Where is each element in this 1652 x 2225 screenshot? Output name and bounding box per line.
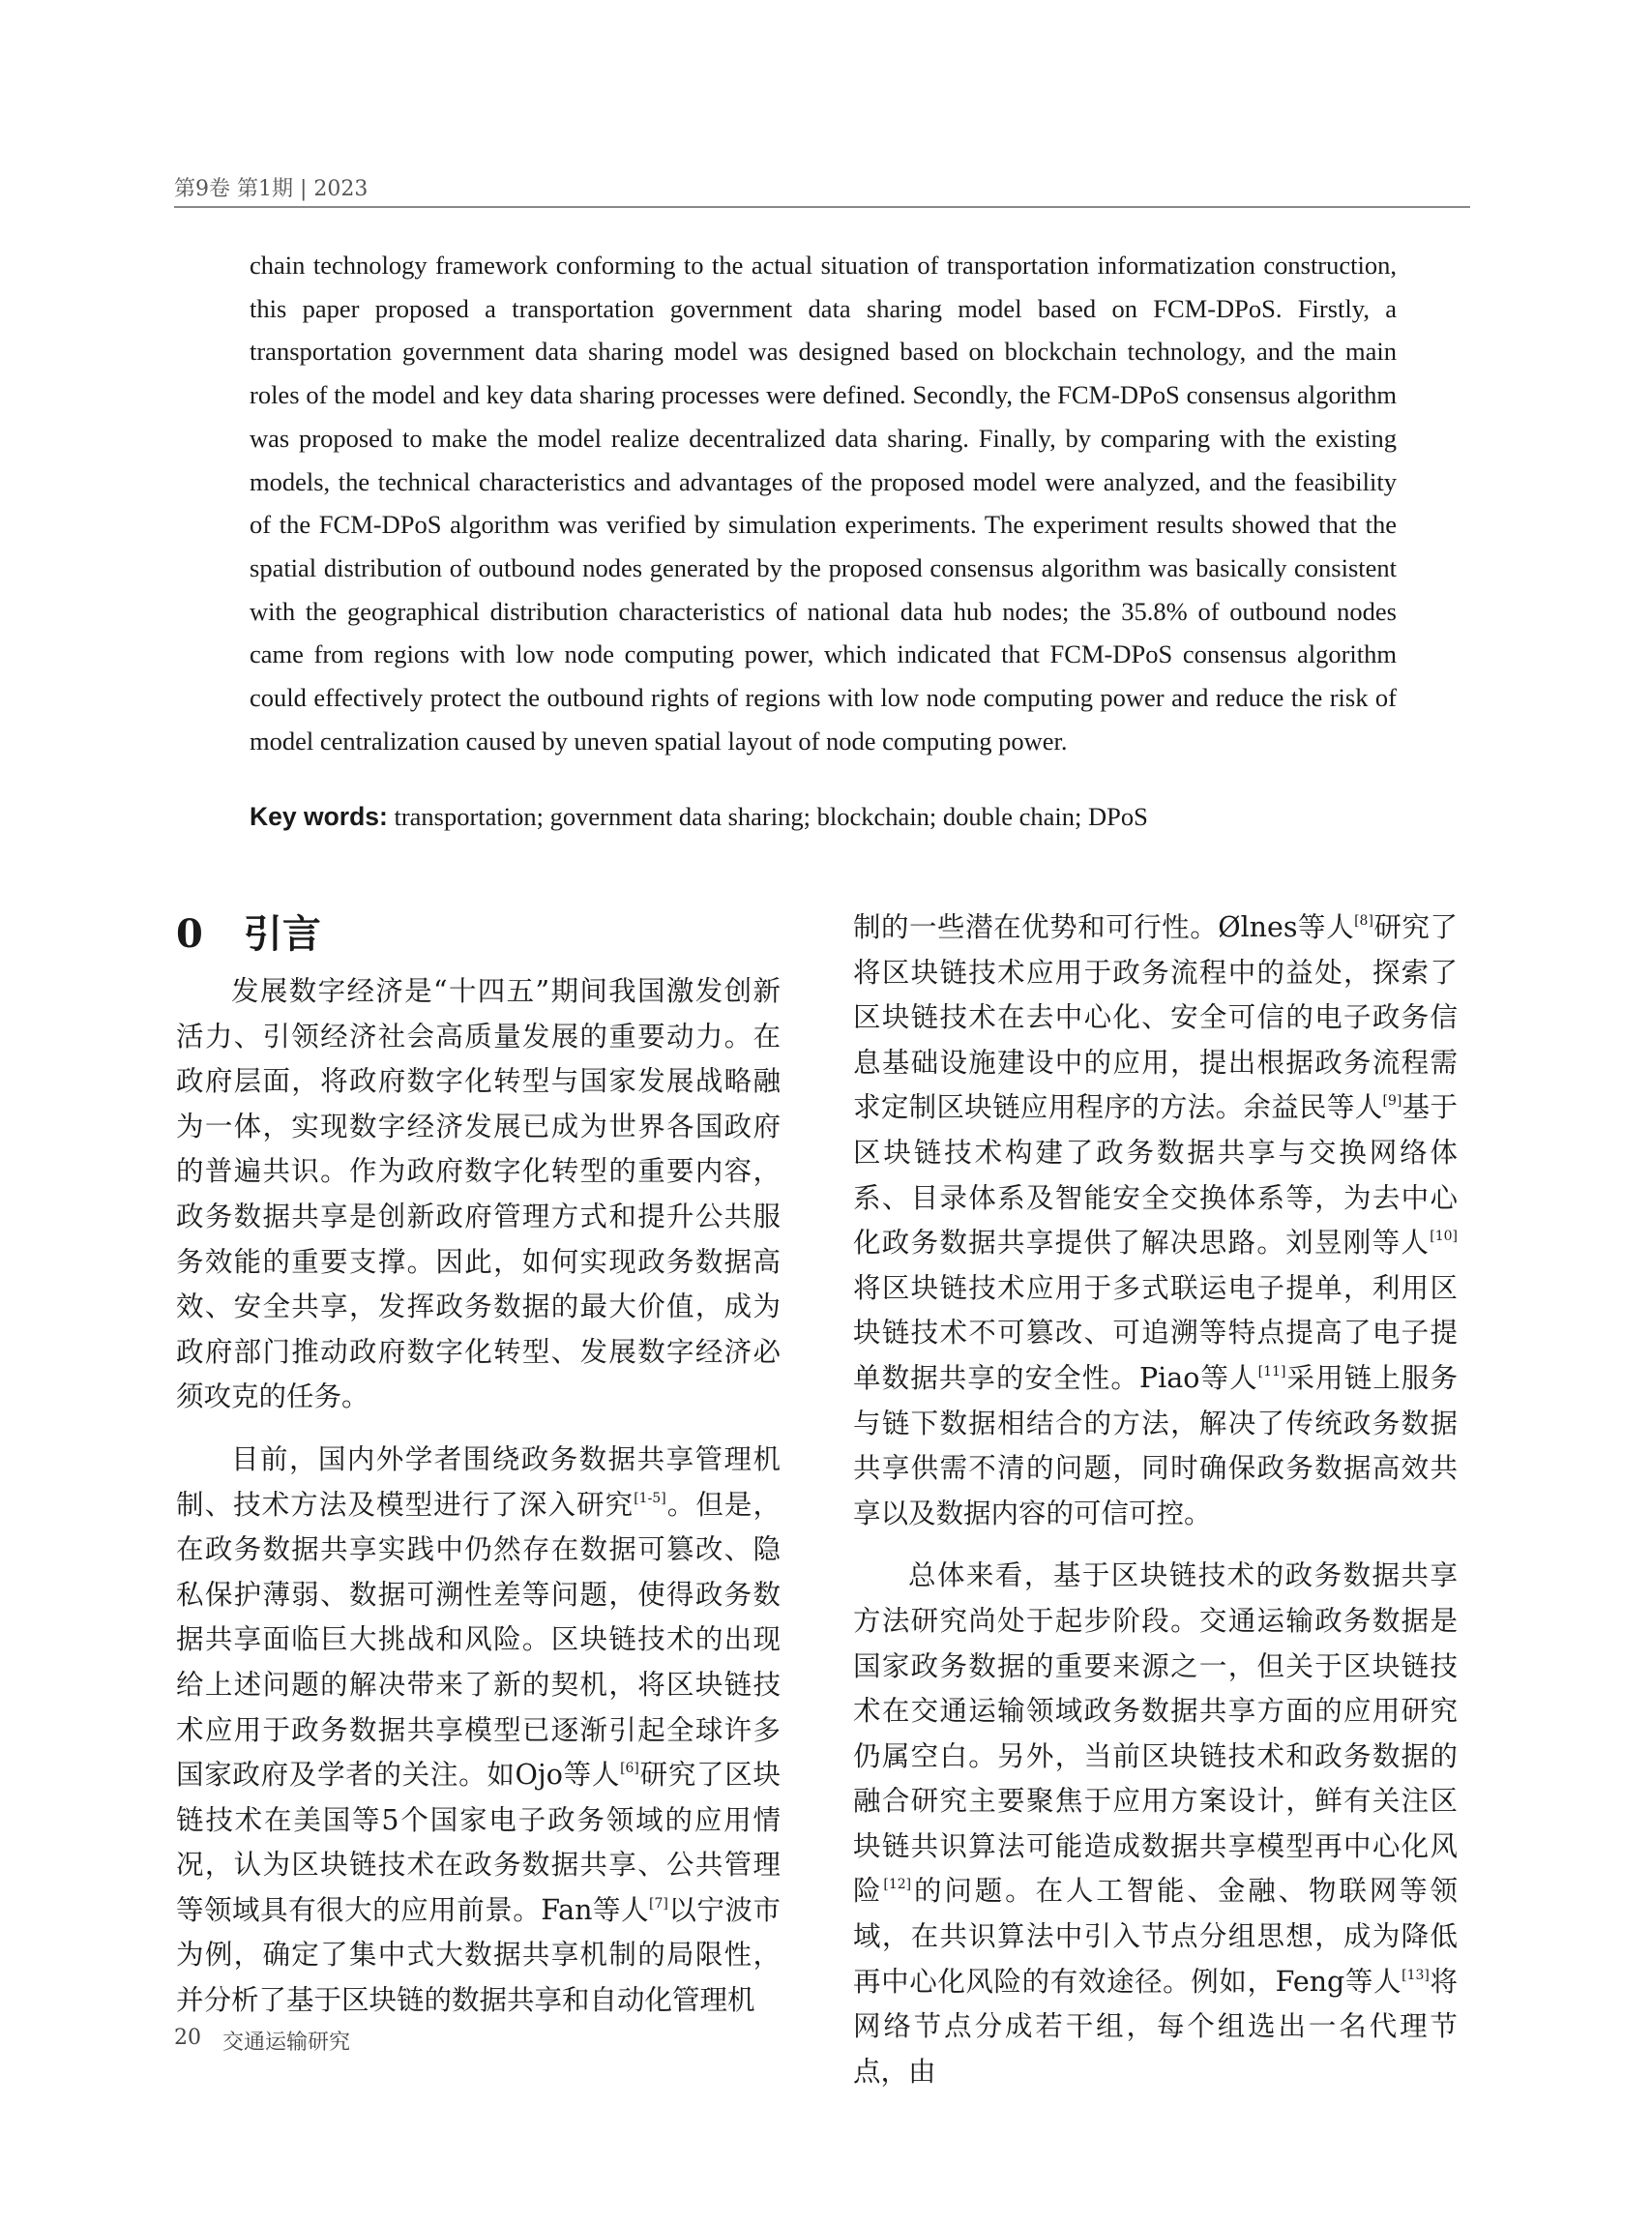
citation: [13]: [1401, 1967, 1430, 1983]
citation: [9]: [1382, 1093, 1402, 1110]
text-run: 制的一些潜在优势和可行性。Ølnes等人: [853, 911, 1355, 943]
citation: [1-5]: [634, 1490, 666, 1506]
citation: [12]: [883, 1877, 912, 1893]
text-run: 采用链上服务与链下数据相结合的方法，解决了传统政务数据共享供需不清的问题，同时确保政务数据高效共享以及数据内容的可信可控。: [853, 1361, 1458, 1529]
text-run: 目前，国内外学者围绕政务数据共享管理机制、技术方法及模型进行了深入研究: [176, 1442, 781, 1521]
text-run: 研究了区块链技术在美国等5个国家电子政务领域的应用情况，认为区块链技术在政务数据共享、公共管理等领域具有很大的应用前景。Fan等人: [176, 1759, 781, 1926]
citation: [7]: [649, 1895, 668, 1912]
keywords-label: Key words:: [250, 802, 388, 831]
right-column: [853, 905, 1458, 2094]
abstract-text: [250, 244, 1397, 762]
keywords-line: [250, 795, 1397, 838]
page-footer: [174, 2026, 350, 2056]
text-run: 。但是，在政务数据共享实践中仍然存在数据可篡改、隐私保护薄弱、数据可溯性差等问题，使得政务数据共享面临巨大挑战和风险。区块链技术的出现给上述问题的解决带来了新的契机，将区块链技术应用于政务数据共享模型已逐渐引起全球许多国家政府及学者的关注。如Ojo等人: [176, 1488, 781, 1792]
running-head: 第9卷 第1期 | 2023: [174, 177, 369, 201]
text-run: 总体来看，基于区块链技术的政务数据共享方法研究尚处于起步阶段。交通运输政务数据是国家政务数据的重要来源之一，但关于区块链技术在交通运输领域政务数据共享方面的应用研究仍属空白。另外，当前区块链技术和政务数据的融合研究主要聚焦于应用方案设计，鲜有关注区块链共识算法可能造成数据共享模型再中心化风险: [853, 1559, 1458, 1908]
text-run: 的问题。在人工智能、金融、物联网等领域，在共识算法中引入节点分组思想，成为降低再中心化风险的有效途径。例如，Feng等人: [853, 1875, 1458, 1998]
page-number: 20: [174, 2026, 201, 2050]
abstract-paragraph: chain technology framework conforming to the actual situation of transportation informatization construction, this paper proposed a transportation government data sharing model based on FCM-DPoS. Firstly, a transportation government data sharing model was designed based on blockchain technology, and the main roles of the model and key data sharing processes were defined. Secondly, the FCM-DPoS consensus algorithm was proposed to make the model realize decentralized data sharing. Finally, by comparing with the existing models, the technical characteristics and advantages of the proposed model were analyzed, and the feasibility of the FCM-DPoS algorithm was verified by simulation experiments. The experiment results showed that the spatial distribution of outbound nodes generated by the proposed consensus algorithm was basically consistent with the geographical distribution characteristics of national data hub nodes; the 35.8% of outbound nodes came from regions with low node computing power, which indicated that FCM-DPoS consensus algorithm could effectively protect the outbound rights of regions with low node computing power and reduce the risk of model centralization caused by uneven spatial layout of node computing power.: [250, 251, 1397, 756]
header-rule: [174, 206, 1470, 208]
left-column: [176, 969, 781, 2024]
paragraph-continued: [853, 905, 1458, 1536]
paragraph-intro: 发展数字经济是“十四五”期间我国激发创新活力、引领经济社会高质量发展的重要动力。在政府层面，将政府数字化转型与国家发展战略融为一体，实现数字经济发展已成为世界各国政府的普遍共识。作为政府数字化转型的重要内容，政务数据共享是创新政府管理方式和提升公共服务效能的重要支撑。因此，如何实现政务数据高效、安全共享，发挥政务数据的最大价值，成为政府部门推动政府数字化转型、发展数字经济必须攻克的任务。: [176, 975, 781, 1413]
text-run: 研究了将区块链技术应用于政务流程中的益处，探索了区块链技术在去中心化、安全可信的电子政务信息基础设施建设中的应用，提出根据政务流程需求定制区块链应用程序的方法。余益民等人: [853, 911, 1458, 1124]
citation: [10]: [1430, 1229, 1458, 1245]
paragraph-research: [176, 1438, 781, 2024]
text-run: 以宁波市为例，确定了集中式大数据共享机制的局限性，并分析了基于区块链的数据共享和自动化管理机: [176, 1893, 781, 2017]
text-run: 基于区块链技术构建了政务数据共享与交换网络体系、目录体系及智能安全交换体系等，为去中心化政务数据共享提供了解决思路。刘昱刚等人: [853, 1091, 1458, 1260]
section-number: 0: [176, 911, 203, 957]
citation: [11]: [1257, 1363, 1286, 1380]
paragraph-overview: [853, 1554, 1458, 2094]
journal-name: 交通运输研究: [222, 2031, 351, 2055]
citation: [6]: [620, 1761, 639, 1777]
text-run: 将网络节点分成若干组，每个组选出一名代理节点，由: [853, 1965, 1458, 2088]
section-title: 引言: [243, 911, 321, 957]
keywords-list: transportation; government data sharing; blockchain; double chain; DPoS: [394, 802, 1148, 831]
citation: [8]: [1354, 913, 1373, 929]
section-heading: [176, 909, 321, 960]
text-run: 将区块链技术应用于多式联运电子提单，利用区块链技术不可篡改、可追溯等特点提高了电子提单数据共享的安全性。Piao等人: [853, 1271, 1458, 1394]
